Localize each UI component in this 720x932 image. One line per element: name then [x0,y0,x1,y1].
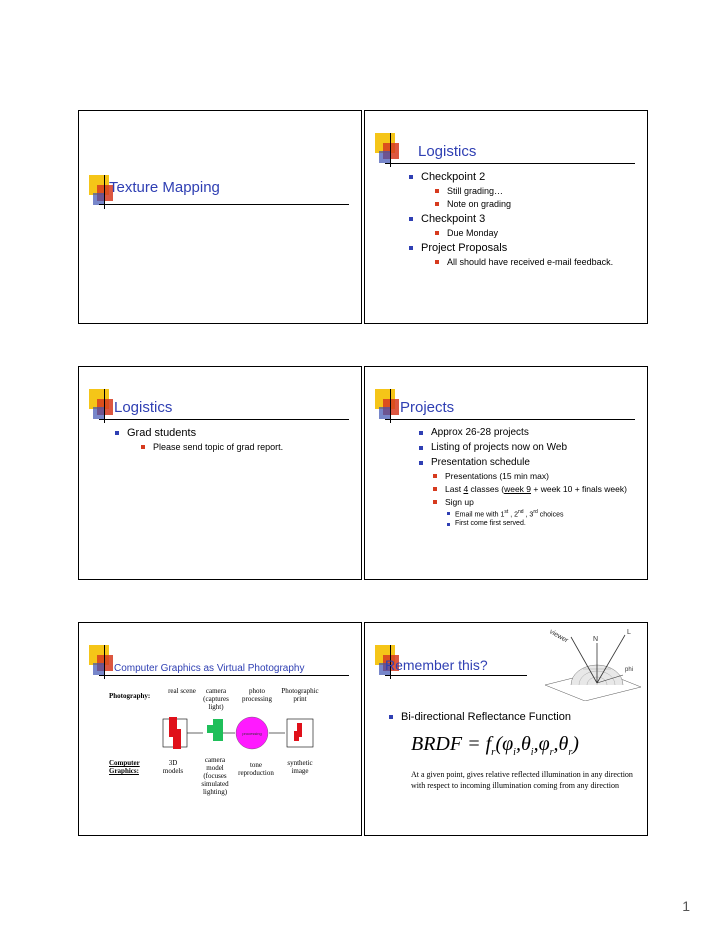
bottom-label: synthetic image [287,759,313,775]
bullet-item: Listing of projects now on Web [417,442,639,453]
slide-title: Projects [400,399,455,416]
sub-bullet: Sign up Email me with 1st , 2nd , 3rd choices First come first served. [431,497,639,527]
sub-sub-bullet: Email me with 1st , 2nd , 3rd choices [445,509,639,518]
slide-title: Logistics [114,399,173,416]
title-rule [99,675,349,676]
slide-projects [364,366,648,580]
bottom-label: tone reproduction [238,761,274,777]
slide-title: Remember this? [385,657,488,673]
slide-logistics-2 [78,366,362,580]
cg-label: Computer Graphics: [109,759,140,775]
title-rule [385,163,635,164]
slide-decoration [375,133,405,163]
diagram-label: N [593,636,599,643]
brdf-hemisphere-diagram [541,625,645,701]
camera-icon [213,719,223,741]
bottom-label: camera model (focuses simulated lighting) [201,756,229,796]
sub-bullet: All should have received e-mail feedback. [433,257,639,267]
bullet-item: Checkpoint 2 Still grading… Note on grading [407,171,639,209]
diagram-label: phi [625,667,634,673]
slide-title: Texture Mapping [109,179,220,196]
sub-bullet: Presentations (15 min max) [431,471,639,481]
top-label: camera (captures light) [203,687,229,711]
print-object [294,731,299,741]
sub-bullet: Due Monday [433,228,639,238]
slide-title: Computer Graphics as Virtual Photography [114,663,305,674]
sub-bullet: Please send topic of grad report. [139,442,353,452]
virtual-photography-diagram [159,715,319,755]
title-rule [385,675,527,676]
top-label: real scene [168,687,196,695]
slide-logistics-1 [364,110,648,324]
page-number: 1 [682,898,690,914]
diagram-label: L [627,629,631,636]
slide-virtual-photography [78,622,362,836]
brdf-description: At a given point, gives relative reflected illumination in any direction with respect to incoming illumination coming from any direction [411,770,633,790]
bullet-item: Approx 26-28 projects [417,427,639,438]
diagram-label: viewer [548,628,570,645]
bullet-item: Checkpoint 3 Due Monday [407,213,639,238]
sub-bullet: Note on grading [433,199,639,209]
camera-icon [207,725,213,733]
slide-texture-mapping [78,110,362,324]
bullet-item: Grad students Please send topic of grad report. [113,427,353,452]
sub-bullet: Last 4 classes (week 9 + week 10 + finals week) [431,484,639,494]
slide-title: Logistics [418,143,477,160]
scene-object [173,729,181,749]
title-rule [99,204,349,205]
title-rule [385,419,635,420]
sub-sub-bullet: First come first served. [445,520,639,527]
top-label: Photographic print [281,687,319,703]
bullet-item: Project Proposals All should have received e-mail feedback. [407,242,639,267]
sub-bullet: Still grading… [433,186,639,196]
bottom-label: 3D models [162,759,184,775]
title-rule [99,419,349,420]
bullet-item: Presentation schedule Presentations (15 min max) Last 4 classes (week 9 + week 10 + finals week) Sign up Email me with 1st , 2nd , 3rd choices First come first served. [417,457,639,527]
brdf-equation: BRDF = $f_r(\varphi_i,\theta_i,\varphi_r,\theta_r)$ [411,733,579,758]
top-label: photo processing [242,687,272,703]
photography-label: Photography: [109,692,151,700]
processing-label: processing [242,731,262,736]
bullet-item: Bi-directional Reflectance Function [387,711,571,723]
slide-brdf [364,622,648,836]
